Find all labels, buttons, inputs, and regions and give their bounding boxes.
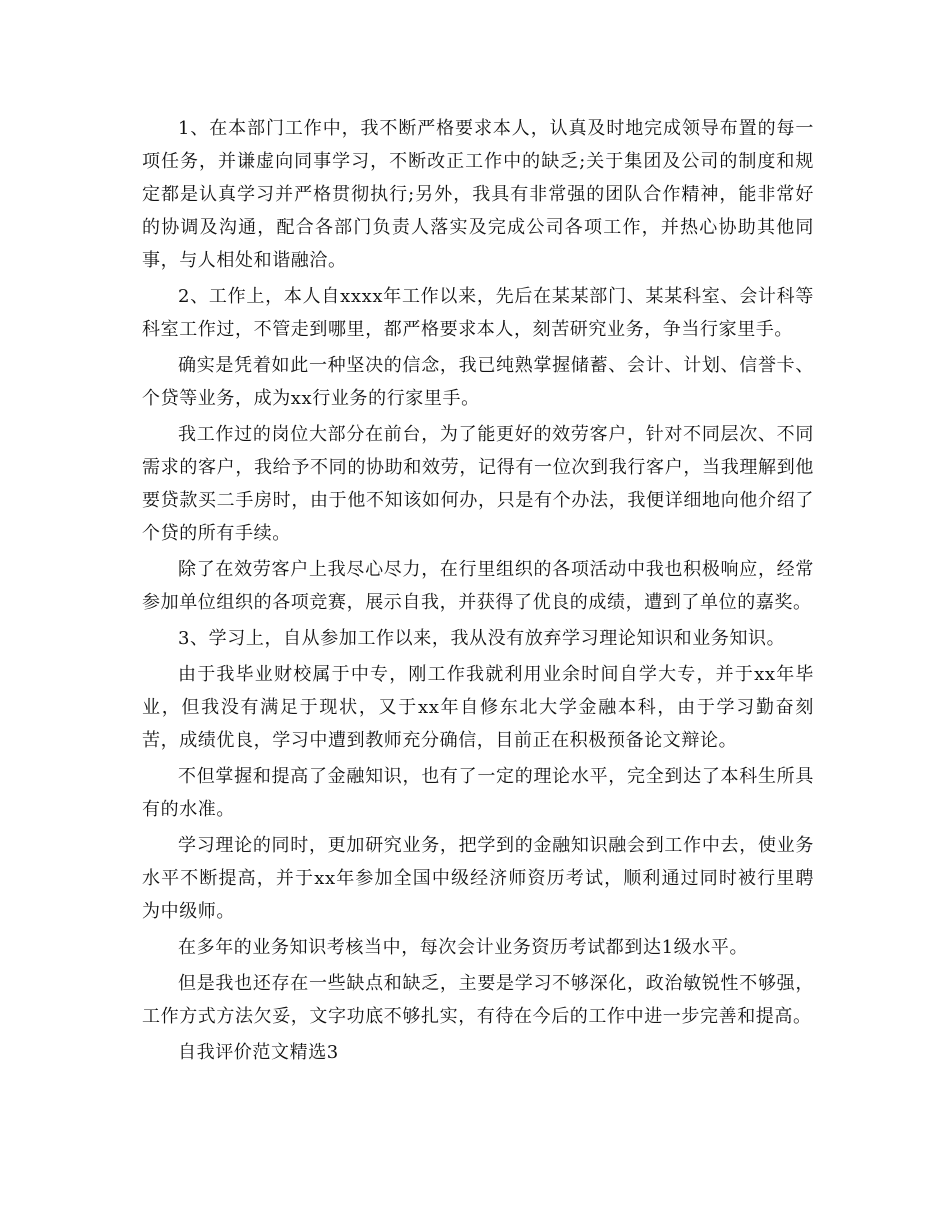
paragraph-9: 学习理论的同时，更加研究业务，把学到的金融知识融会到工作中去，使业务水平不断提高，并于xx年参加全国中级经济师资历考试，顺利通过同时被行里聘为中级师。 — [142, 835, 814, 922]
paragraph-3: 确实是凭着如此一种坚决的信念，我已纯熟掌握储蓄、会计、计划、信誉卡、个贷等业务，成为xx行业务的行家里手。 — [142, 355, 814, 409]
paragraph-8: 不但掌握和提高了金融知识，也有了一定的理论水平，完全到达了本科生所具有的水准。 — [142, 766, 814, 820]
paragraph-4: 我工作过的岗位大部分在前台，为了能更好的效劳客户，针对不同层次、不同需求的客户，我给予不同的协助和效劳，记得有一位次到我行客户，当我理解到他要贷款买二手房时，由于他不知该如何办，只是有个办法，我便详细地向他介绍了个贷的所有手续。 — [142, 424, 814, 544]
section-heading: 自我评价范文精选3 — [178, 1042, 339, 1063]
paragraph-5: 除了在效劳客户上我尽心尽力，在行里组织的各项活动中我也积极响应，经常参加单位组织的各项竞赛，展示自我，并获得了优良的成绩，遭到了单位的嘉奖。 — [142, 559, 814, 613]
paragraph-11: 但是我也还存在一些缺点和缺乏，主要是学习不够深化，政治敏锐性不够强，工作方式方法欠妥，文字功底不够扎实，有待在今后的工作中进一步完善和提高。 — [142, 973, 814, 1027]
document-body — [142, 112, 814, 1072]
paragraph-7: 由于我毕业财校属于中专，刚工作我就利用业余时间自学大专，并于xx年毕业，但我没有满足于现状，又于xx年自修东北大学金融本科，由于学习勤奋刻苦，成绩优良，学习中遭到教师充分确信，目前正在积极预备论文辩论。 — [142, 664, 814, 751]
paragraph-10: 在多年的业务知识考核当中，每次会计业务资历考试都到达1级水平。 — [178, 937, 749, 958]
paragraph-2: 2、工作上，本人自xxxx年工作以来，先后在某某部门、某某科室、会计科等科室工作过，不管走到哪里，都严格要求本人，刻苦研究业务，争当行家里手。 — [142, 286, 814, 340]
paragraph-1: 1、在本部门工作中，我不断严格要求本人，认真及时地完成领导布置的每一项任务，并谦虚向同事学习，不断改正工作中的缺乏;关于集团及公司的制度和规定都是认真学习并严格贯彻执行;另外，我具有非常强的团队合作精神，能非常好的协调及沟通，配合各部门负责人落实及完成公司各项工作，并热心协助其他同事，与人相处和谐融洽。 — [142, 118, 814, 271]
paragraph-6: 3、学习上，自从参加工作以来，我从没有放弃学习理论知识和业务知识。 — [178, 628, 786, 649]
